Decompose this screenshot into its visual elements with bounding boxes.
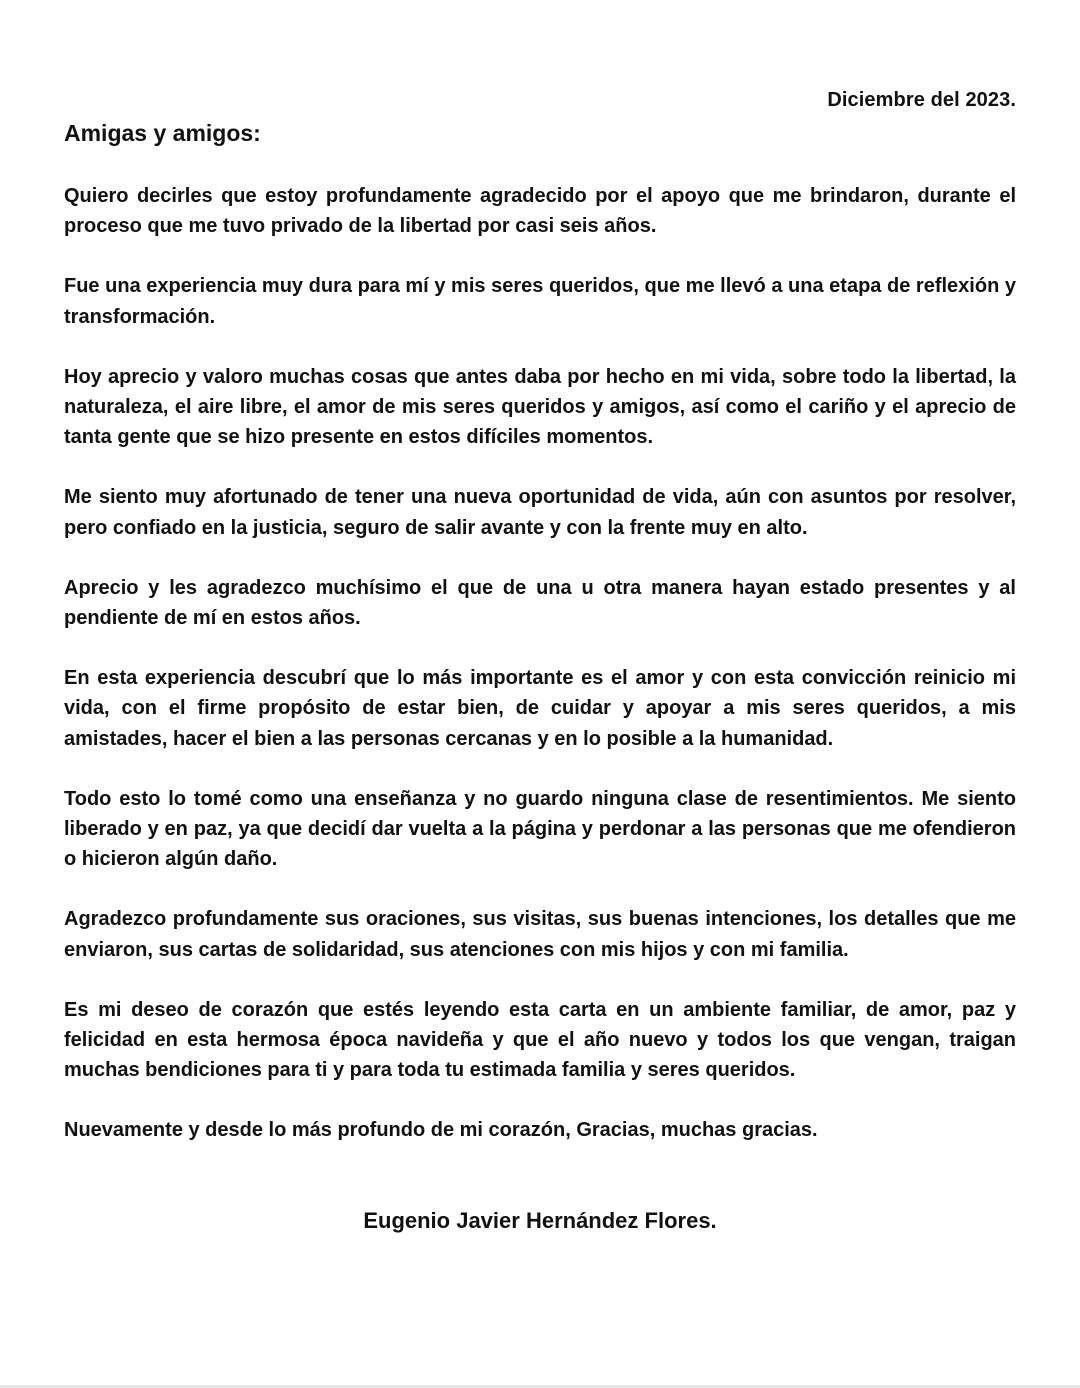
letter-date: Diciembre del 2023. — [827, 89, 1016, 111]
paragraph-1: Quiero decirles que estoy profundamente agradecido por el apoyo que me brindaron, durante el proceso que me tuvo privado de la libertad por casi seis años. — [64, 185, 1016, 238]
paragraph-3: Hoy aprecio y valoro muchas cosas que antes daba por hecho en mi vida, sobre todo la libertad, la naturaleza, el aire libre, el amor de mis seres queridos y amigos, así como el cariño y el aprecio de tanta gente que se hizo presente en estos difíciles momentos. — [64, 365, 1016, 449]
paragraph-5: Aprecio y les agradezco muchísimo el que de una u otra manera hayan estado presentes y al pendiente de mí en estos años. — [64, 576, 1016, 630]
paragraph-2: Fue una experiencia muy dura para mí y mis seres queridos, que me llevó a una etapa de reflexión y transformación. — [64, 275, 1016, 328]
paragraph-7: Todo esto lo tomé como una enseñanza y no guardo ninguna clase de resentimientos. Me siento liberado y en paz, ya que decidí dar vuelta a la página y perdonar a las personas que me ofendieron o hicieron algún daño. — [64, 787, 1016, 871]
letter-body — [64, 181, 1016, 1146]
paragraph-9: Es mi deseo de corazón que estés leyendo esta carta en un ambiente familiar, de amor, paz y felicidad en esta hermosa época navideña y que el año nuevo y todos los que vengan, traigan muchas bendiciones para ti y para toda tu estimada familia y seres queridos. — [64, 998, 1016, 1082]
paragraph-6: En esta experiencia descubrí que lo más importante es el amor y con esta convicción reinicio mi vida, con el firme propósito de estar bien, de cuidar y apoyar a mis seres queridos, a mis amistades, hacer el bien a las personas cercanas y en lo posible a la humanidad. — [64, 667, 1016, 750]
letter-greeting: Amigas y amigos: — [64, 120, 261, 146]
paragraph-8: Agradezco profundamente sus oraciones, sus visitas, sus buenas intenciones, los detalles que me enviaron, sus cartas de solidaridad, sus atenciones con mis hijos y con mi familia. — [64, 908, 1016, 961]
paragraph-4: Me siento muy afortunado de tener una nueva oportunidad de vida, aún con asuntos por resolver, pero confiado en la justicia, seguro de salir avante y con la frente muy en alto. — [64, 486, 1016, 539]
paragraph-closing: Nuevamente y desde lo más profundo de mi corazón, Gracias, muchas gracias. — [64, 1119, 818, 1142]
letter-signature: Eugenio Javier Hernández Flores. — [363, 1208, 717, 1233]
